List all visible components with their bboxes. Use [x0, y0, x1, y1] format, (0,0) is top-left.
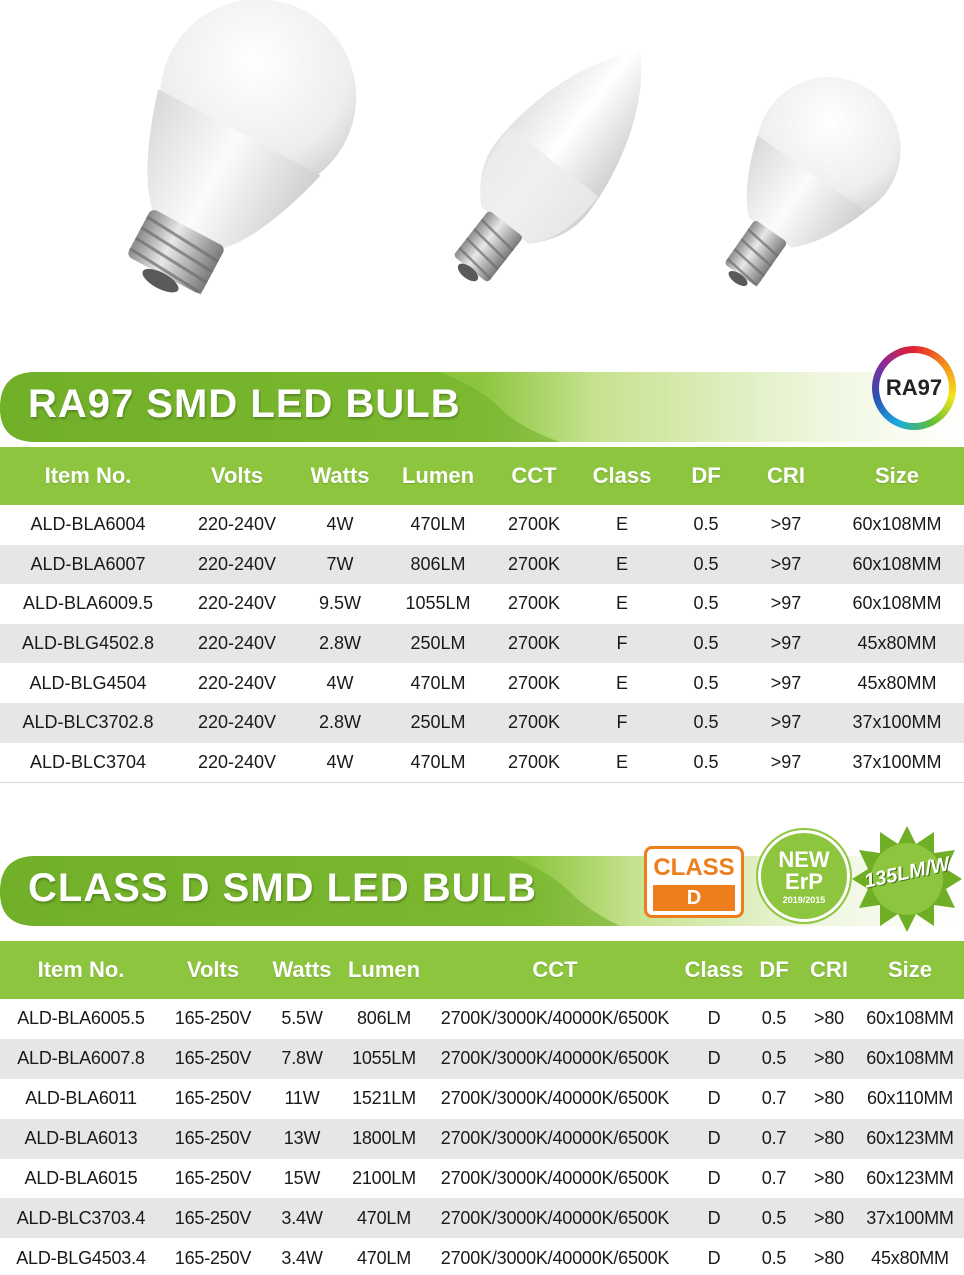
cell-class: F: [574, 703, 670, 743]
cell-df: 0.5: [761, 1008, 787, 1029]
cell-size: 45x80MM: [856, 1238, 964, 1275]
cell-item-no: ALD-BLA6007: [0, 545, 176, 585]
table-row: [0, 1119, 964, 1159]
cell-item-no: ALD-BLA6013: [0, 1119, 162, 1159]
cell-volts: 220-240V: [197, 672, 277, 693]
column-header-class: Class: [574, 447, 670, 505]
ra97-badge-label: RA97: [879, 353, 949, 423]
table-row: [0, 663, 964, 703]
cell-df: 0.5: [670, 743, 742, 783]
cell-class: E: [615, 593, 628, 614]
cell-cri: >80: [814, 1168, 844, 1188]
cell-item-no: ALD-BLA6004: [30, 514, 146, 535]
column-header-volts: Volts: [176, 447, 298, 505]
cell-watts: 2.8W: [298, 624, 382, 664]
cell-size: 60x123MM: [856, 1119, 964, 1159]
table-row: [0, 1238, 964, 1275]
cell-cct: 2700K: [507, 514, 561, 535]
class-d-badge-label: CLASS: [653, 854, 735, 881]
cell-volts: 220-240V: [197, 514, 277, 535]
cell-size: 60x110MM: [866, 1088, 954, 1109]
cell-watts: 4W: [326, 514, 354, 535]
ra97-section-title: RA97 SMD LED BULB: [28, 382, 461, 426]
cell-class: E: [574, 545, 670, 585]
efficiency-label: 135LM/W: [862, 853, 952, 893]
cell-class: E: [615, 514, 628, 535]
product-photos: [0, 0, 964, 360]
table-row: [0, 1079, 964, 1119]
cell-lumen: 1055LM: [405, 593, 471, 614]
cell-df: 0.7: [761, 1168, 787, 1188]
table-header-row: [0, 941, 964, 999]
table-row: [0, 545, 964, 585]
cell-watts: 5.5W: [281, 1008, 323, 1029]
class-d-badge-letter: D: [653, 885, 735, 911]
cell-item-no: ALD-BLA6011: [25, 1088, 137, 1109]
cell-df: 0.5: [670, 624, 742, 664]
cell-cct: 2700K: [494, 703, 574, 743]
cell-watts: 11W: [284, 1088, 320, 1109]
cell-cri: >97: [742, 624, 830, 664]
table-row: [0, 999, 964, 1039]
efficiency-starburst-badge: [852, 824, 962, 934]
cell-lumen: 470LM: [340, 1238, 428, 1275]
cell-class: D: [682, 1198, 746, 1238]
cell-volts: 220-240V: [176, 703, 298, 743]
table-row: [0, 584, 964, 624]
cell-df: 0.5: [693, 514, 719, 535]
cell-size: 37x100MM: [830, 703, 964, 743]
class-d-badge: [644, 846, 744, 918]
table-row: [0, 1198, 964, 1238]
erp-label: ErP: [785, 869, 823, 894]
cell-watts: 9.5W: [318, 593, 361, 614]
cell-volts: 165-250V: [162, 1119, 264, 1159]
cell-class: D: [682, 1119, 746, 1159]
cell-cct: 2700K/3000K/40000K/6500K: [428, 1119, 682, 1159]
cell-volts: 165-250V: [174, 1088, 252, 1109]
table-row: [0, 505, 964, 545]
class-d-spec-table: [0, 941, 964, 1275]
column-header-cri: CRI: [802, 941, 856, 999]
cell-cct: 2700K: [507, 672, 561, 693]
cell-cri: >80: [802, 1198, 856, 1238]
cell-cct: 2700K/3000K/40000K/6500K: [428, 1238, 682, 1275]
cell-cri: >80: [814, 1008, 844, 1029]
cell-cct: 2700K: [494, 743, 574, 783]
cell-cri: >97: [742, 545, 830, 585]
cell-df: 0.5: [670, 703, 742, 743]
cell-volts: 220-240V: [197, 593, 277, 614]
cell-size: 37x100MM: [856, 1198, 964, 1238]
cell-item-no: ALD-BLC3702.8: [0, 703, 176, 743]
table-row: [0, 1159, 964, 1199]
table-header-row: [0, 447, 964, 505]
cell-volts: 165-250V: [174, 1008, 252, 1029]
cell-watts: 7W: [298, 545, 382, 585]
cell-volts: 220-240V: [176, 545, 298, 585]
cell-df: 0.5: [746, 1198, 802, 1238]
ra97-spec-table: [0, 447, 964, 783]
cell-watts: 3.4W: [264, 1198, 340, 1238]
cell-cri: >97: [742, 743, 830, 783]
candle-bulb-image: [419, 16, 686, 313]
cell-size: 60x108MM: [852, 593, 942, 614]
cell-lumen: 806LM: [356, 1008, 412, 1029]
column-header-df: DF: [670, 447, 742, 505]
cell-cri: >80: [802, 1039, 856, 1079]
cell-watts: 2.8W: [298, 703, 382, 743]
class-d-section-title: CLASS D SMD LED BULB: [28, 866, 537, 910]
cell-cct: 2700K/3000K/40000K/6500K: [428, 1198, 682, 1238]
cell-cct: 2700K: [507, 593, 561, 614]
cell-size: 45x80MM: [857, 672, 937, 693]
cell-item-no: ALD-BLC3703.4: [0, 1198, 162, 1238]
column-header-size: Size: [856, 941, 964, 999]
cell-lumen: 1521LM: [352, 1088, 416, 1109]
cell-watts: 13W: [264, 1119, 340, 1159]
cell-item-no: ALD-BLA6015: [24, 1168, 138, 1188]
ra97-section-banner: [0, 368, 964, 446]
column-header-item-no: Item No.: [0, 941, 162, 999]
cell-df: 0.5: [670, 545, 742, 585]
cell-cct: 2700K/3000K/40000K/6500K: [440, 1168, 670, 1188]
cell-item-no: ALD-BLG4502.8: [0, 624, 176, 664]
cell-size: 60x108MM: [830, 545, 964, 585]
cell-class: E: [615, 672, 628, 693]
cell-class: D: [707, 1008, 721, 1029]
cell-lumen: 470LM: [410, 672, 466, 693]
cell-class: F: [574, 624, 670, 664]
cell-lumen: 470LM: [340, 1198, 428, 1238]
cell-lumen: 2100LM: [352, 1168, 416, 1188]
cell-volts: 220-240V: [176, 624, 298, 664]
cell-size: 60x123MM: [866, 1168, 954, 1188]
cell-cri: >97: [742, 703, 830, 743]
table-row: [0, 703, 964, 743]
cell-class: D: [682, 1039, 746, 1079]
a60-bulb-image: [70, 0, 390, 334]
cell-cct: 2700K/3000K/40000K/6500K: [440, 1008, 670, 1029]
cell-size: 60x108MM: [856, 1039, 964, 1079]
cell-item-no: ALD-BLC3704: [0, 743, 176, 783]
cell-class: D: [707, 1168, 721, 1188]
column-header-cct: CCT: [428, 941, 682, 999]
cell-watts: 3.4W: [264, 1238, 340, 1275]
cell-cri: >80: [814, 1088, 844, 1109]
cell-item-no: ALD-BLG4504: [29, 672, 147, 693]
cell-cri: >97: [770, 593, 802, 614]
cell-df: 0.5: [693, 593, 719, 614]
column-header-watts: Watts: [264, 941, 340, 999]
cell-cri: >80: [802, 1119, 856, 1159]
cell-lumen: 1800LM: [340, 1119, 428, 1159]
cell-df: 0.5: [746, 1238, 802, 1275]
g45-bulb-image: [676, 49, 929, 324]
cell-cri: >80: [802, 1238, 856, 1275]
table-row: [0, 624, 964, 664]
cell-watts: 4W: [298, 743, 382, 783]
cell-volts: 220-240V: [176, 743, 298, 783]
erp-new-label: NEW: [778, 847, 830, 872]
column-header-size: Size: [830, 447, 964, 505]
cell-lumen: 250LM: [382, 624, 494, 664]
cell-df: 0.7: [746, 1119, 802, 1159]
cell-cri: >97: [770, 672, 802, 693]
cell-df: 0.5: [693, 672, 719, 693]
column-header-lumen: Lumen: [340, 941, 428, 999]
cell-df: 0.7: [761, 1088, 787, 1109]
cell-lumen: 1055LM: [340, 1039, 428, 1079]
cell-class: D: [707, 1088, 721, 1109]
erp-year-label: 2019/2015: [782, 895, 826, 905]
column-header-lumen: Lumen: [382, 447, 494, 505]
cell-item-no: ALD-BLA6007.8: [0, 1039, 162, 1079]
cell-cri: >97: [770, 514, 802, 535]
cell-watts: 4W: [326, 672, 354, 693]
cell-cct: 2700K: [494, 624, 574, 664]
cell-size: 37x100MM: [830, 743, 964, 783]
cell-cct: 2700K/3000K/40000K/6500K: [428, 1039, 682, 1079]
cell-volts: 165-250V: [162, 1238, 264, 1275]
column-header-class: Class: [682, 941, 746, 999]
column-header-cct: CCT: [494, 447, 574, 505]
cell-item-no: ALD-BLA6009.5: [22, 593, 154, 614]
cell-watts: 7.8W: [264, 1039, 340, 1079]
column-header-item-no: Item No.: [0, 447, 176, 505]
cell-df: 0.5: [746, 1039, 802, 1079]
new-erp-badge: [758, 830, 850, 922]
cell-watts: 15W: [283, 1168, 321, 1188]
column-header-watts: Watts: [298, 447, 382, 505]
cell-cct: 2700K: [494, 545, 574, 585]
cell-class: D: [682, 1238, 746, 1275]
cell-size: 45x80MM: [830, 624, 964, 664]
cell-lumen: 470LM: [410, 514, 466, 535]
cell-item-no: ALD-BLA6005.5: [17, 1008, 145, 1029]
column-header-df: DF: [746, 941, 802, 999]
cell-cct: 2700K/3000K/40000K/6500K: [440, 1088, 670, 1109]
cell-lumen: 806LM: [382, 545, 494, 585]
cell-volts: 165-250V: [162, 1198, 264, 1238]
cell-item-no: ALD-BLG4503.4: [0, 1238, 162, 1275]
table-row: [0, 1039, 964, 1079]
column-header-cri: CRI: [742, 447, 830, 505]
column-header-volts: Volts: [162, 941, 264, 999]
ra97-badge: [872, 346, 956, 430]
cell-volts: 165-250V: [162, 1039, 264, 1079]
cell-lumen: 250LM: [382, 703, 494, 743]
table-row: [0, 743, 964, 783]
cell-lumen: 470LM: [382, 743, 494, 783]
cell-volts: 165-250V: [174, 1168, 252, 1188]
cell-class: E: [574, 743, 670, 783]
cell-size: 60x108MM: [866, 1008, 954, 1029]
cell-size: 60x108MM: [852, 514, 942, 535]
